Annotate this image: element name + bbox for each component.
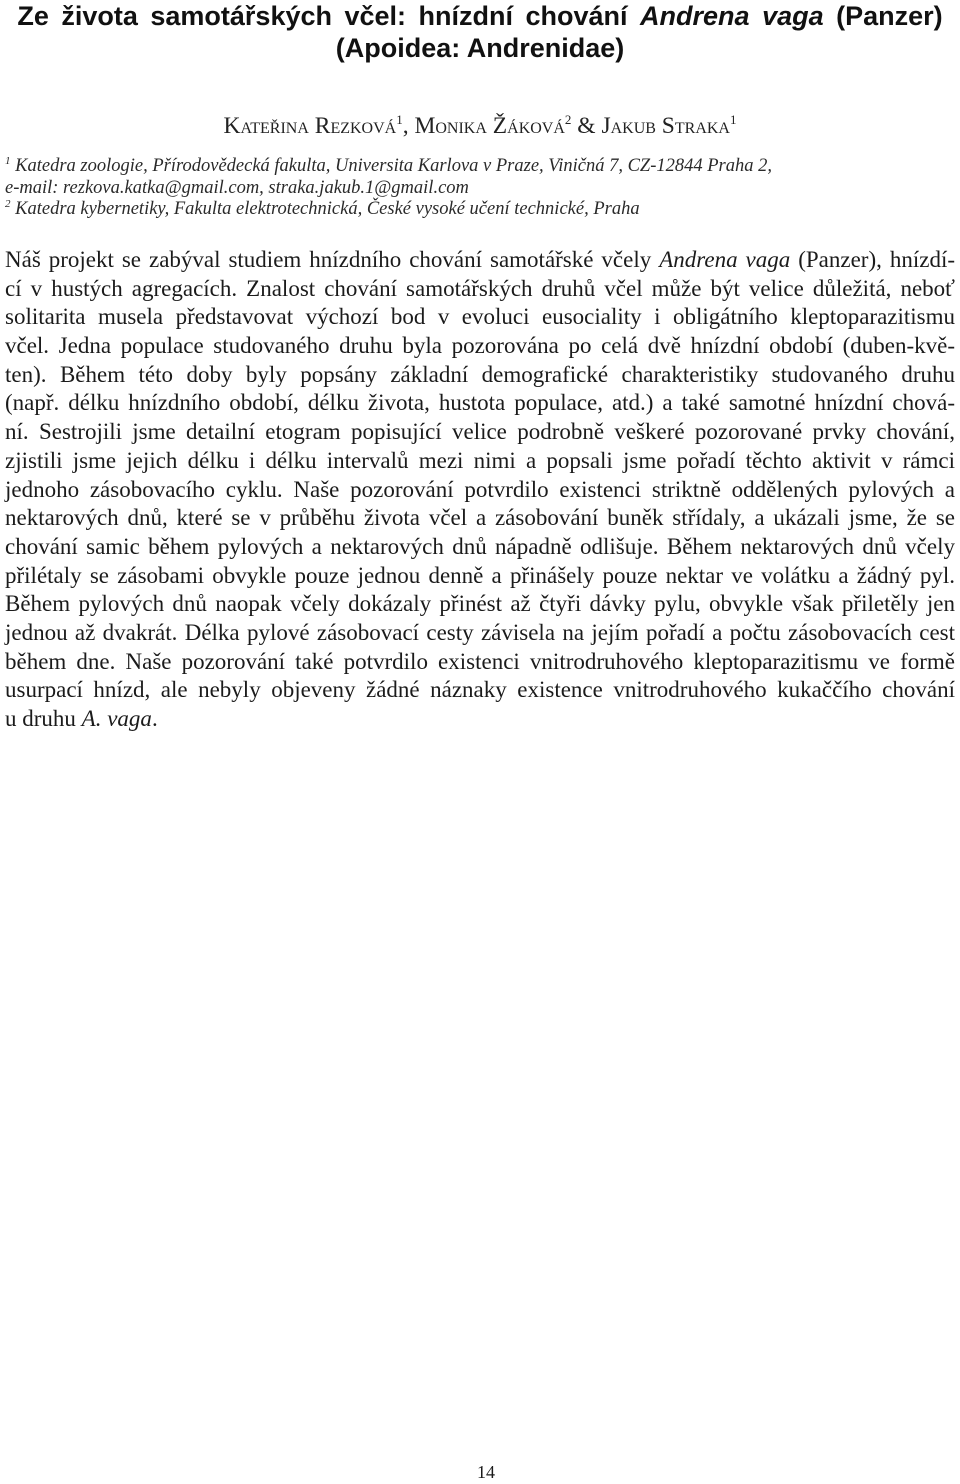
abstract-line [5, 562, 955, 591]
abstract-line [5, 676, 955, 705]
affiliation-marker: 1 [396, 112, 403, 127]
abstract-text: solitarita musela představovat výchozí bod v evoluci eusociality i obligátního kleptoparazitismu [5, 304, 955, 330]
abstract-text: (např. délku hnízdního období, délku života, hustota populace, atd.) a také samotné hnízdní chová- [5, 390, 955, 416]
affiliation-text: Katedra zoologie, Přírodovědecká fakulta, Universita Karlova v Praze, Viničná 7, CZ-12844 Praha 2, [15, 156, 772, 176]
title-text: Ze života samotářských včel: hnízdní chování [17, 1, 641, 31]
abstract-line [5, 246, 955, 275]
abstract-text: včel. Jedna populace studovaného druhu byla pozorována po celá dvě hnízdní období (duben-kvě- [5, 333, 955, 359]
author-list [0, 112, 960, 140]
affiliation-1 [5, 156, 955, 178]
abstract-text: Náš projekt se zabýval studiem hnízdního chování samotářské včely [5, 247, 660, 272]
title-line-2: (Apoidea: Andrenidae) [335, 33, 625, 63]
abstract-text: nektarových dnů, které se v průběhu života včel a zásobování buněk střídaly, a ukázali jsme, že se [5, 505, 955, 531]
abstract-line [5, 590, 955, 619]
author-name: Monika Žáková [414, 113, 565, 139]
abstract-line [5, 705, 955, 734]
abstract-line [5, 619, 955, 648]
abstract-text: během dne. Naše pozorování také potvrdilo existenci vnitrodruhového kleptoparazitismu ve formě [5, 648, 955, 674]
abstract-text: u druhu [5, 706, 82, 731]
abstract-text: zjistili jsme jejich délku i délku intervalů mezi nimi a popsali jsme pořadí těchto aktivit v rámci [5, 447, 955, 473]
page-number: 14 [477, 1462, 495, 1482]
author-separator: , [402, 113, 415, 139]
abstract-text: ten). Během této doby byly popsány základní demografické charakteristiky studovaného druhu [5, 361, 955, 387]
abstract-text: Během pylových dnů naopak včely dokázaly přinést až čtyři dávky pylu, obvykle však přiletěly jen [5, 591, 955, 617]
species-name: A. vaga [81, 706, 152, 731]
species-name: Andrena vaga [659, 247, 791, 272]
abstract-line [5, 447, 955, 476]
author-name: Jakub Straka [601, 113, 730, 139]
affiliation-marker: 1 [5, 155, 11, 167]
affiliation-marker: 2 [5, 198, 11, 210]
abstract-line [5, 303, 955, 332]
author-name: Kateřina Rezková [223, 113, 397, 139]
abstract-body [5, 246, 955, 734]
abstract-text: jednou až dvakrát. Délka pylové zásobovací cesty závisela na jejím pořadí a počtu zásobovacích cest [5, 619, 955, 645]
abstract-line [5, 504, 955, 533]
abstract-line [5, 275, 955, 304]
abstract-line [5, 389, 955, 418]
title-text: (Panzer) [823, 1, 943, 31]
abstract-text: ní. Sestrojili jsme detailní etogram popisující velice podrobně veškeré pozorované prvky chování, [5, 419, 955, 445]
title-species-name: Andrena vaga [640, 1, 824, 31]
affiliation-1-email [5, 178, 955, 200]
author-separator: & [571, 113, 602, 139]
email-line: e-mail: rezkova.katka@gmail.com, straka.jakub.1@gmail.com [5, 177, 469, 198]
abstract-text: jednoho zásobovacího cyklu. Naše pozorování potvrdilo existenci striktně oddělených pylových a [5, 476, 955, 502]
affiliations [5, 156, 955, 221]
abstract-text: přilétaly se zásobami obvykle pouze jednou denně a přinášely pouze nektar ve volátku a žádný pyl. [5, 562, 955, 588]
affiliation-marker: 2 [564, 112, 572, 127]
abstract-line [5, 332, 955, 361]
abstract-line [5, 648, 955, 677]
abstract-line [5, 361, 955, 390]
abstract-text: . [151, 706, 158, 731]
title-line-1 [5, 0, 955, 32]
abstract-line [5, 533, 955, 562]
paper-title [5, 0, 955, 64]
abstract-line [5, 418, 955, 447]
abstract-text: usurpací hnízd, ale nebyly objeveny žádné náznaky existence vnitrodruhového kukaččího chování [5, 677, 955, 703]
affiliation-2 [5, 199, 955, 221]
abstract-text: chování samic během pylových a nektarových dnů nápadně odlišuje. Během nektarových dnů včely [5, 533, 955, 559]
abstract-text: cí v hustých agregacích. Znalost chování samotářských druhů včel může být velice důležitá, neboť [5, 275, 955, 301]
abstract-text: (Panzer), hnízdí- [790, 247, 955, 272]
abstract-line [5, 476, 955, 505]
affiliation-marker: 1 [730, 112, 737, 127]
affiliation-text: Katedra kybernetiky, Fakulta elektrotechnická, České vysoké učení technické, Praha [15, 199, 640, 219]
